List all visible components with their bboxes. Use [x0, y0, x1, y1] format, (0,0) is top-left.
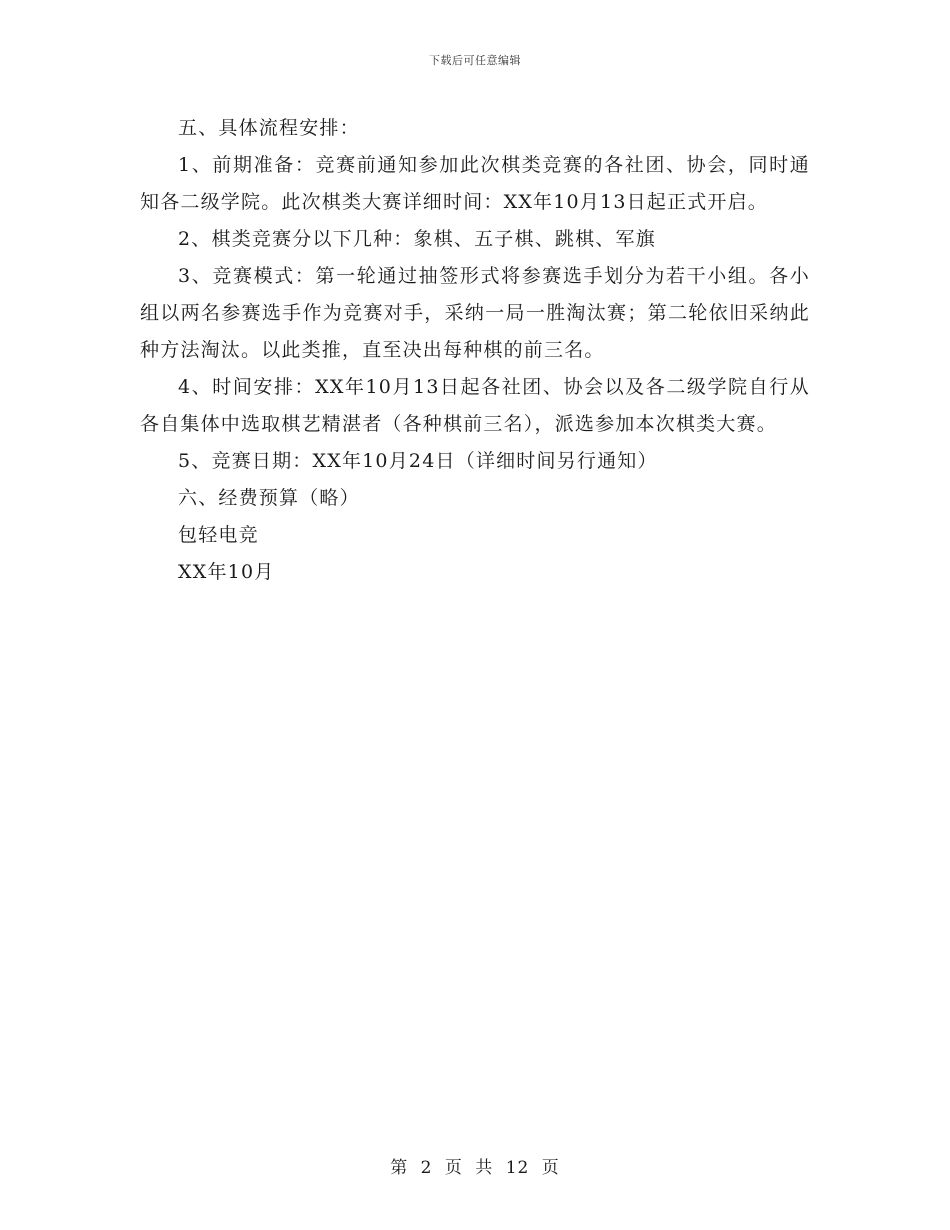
paragraph-chess-types: 2、棋类竞赛分以下几种：象棋、五子棋、跳棋、军旗	[178, 228, 656, 250]
section-heading-budget: 六、经费预算（略）	[178, 487, 360, 509]
document-body	[140, 110, 810, 591]
signature-date: XX年10月	[178, 561, 275, 583]
signature-organization: 包轻电竞	[178, 524, 259, 546]
paragraph-competition-mode: 3、竞赛模式：第一轮通过抽签形式将参赛选手划分为若干小组。各小组以两名参赛选手作为竞赛对手，采纳一局一胜淘汰赛；第二轮依旧采纳此种方法淘汰。以此类推，直至决出每种棋的前三名。	[140, 265, 810, 361]
page-number-footer: 第 2 页 共 12 页	[390, 1158, 560, 1178]
section-heading-process: 五、具体流程安排：	[178, 117, 360, 139]
paragraph-time-arrangement: 4、时间安排：XX年10月13日起各社团、协会以及各二级学院自行从各自集体中选取棋艺精湛者（各种棋前三名），派选参加本次棋类大赛。	[140, 376, 810, 435]
paragraph-preparation: 1、前期准备：竞赛前通知参加此次棋类竞赛的各社团、协会，同时通知各二级学院。此次棋类大赛详细时间：XX年10月13日起正式开启。	[140, 154, 810, 213]
paragraph-competition-date: 5、竞赛日期：XX年10月24日（详细时间另行通知）	[178, 450, 658, 472]
page-header-note: 下载后可任意编辑	[429, 54, 521, 67]
